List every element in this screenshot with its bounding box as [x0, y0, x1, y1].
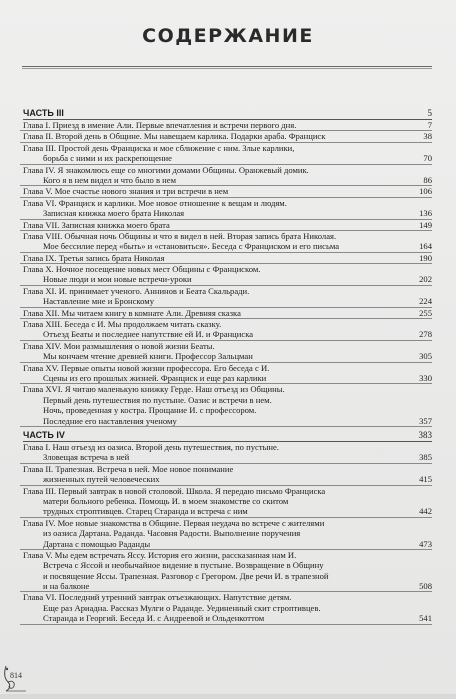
toc-entry — [20, 253, 432, 264]
toc-entry — [20, 220, 432, 231]
toc-entry-text: Последние его наставления ученому — [43, 415, 177, 426]
page-title: СОДЕРЖАНИЕ — [142, 25, 314, 47]
toc-entry — [20, 329, 432, 340]
toc-entry — [20, 518, 432, 528]
toc-entry — [20, 153, 432, 164]
toc-entry-text: Глава II. Второй день в Общине. Мы навещаем карлика. Подарки араба. Франциск — [23, 131, 326, 142]
toc-entry — [20, 363, 432, 373]
toc-entry — [20, 464, 432, 474]
toc-entry-text: Глава XIV. Мои размышления о новой жизни Беаты. — [23, 340, 215, 351]
toc-entry-text: Кого я в нем видел и что было в нем — [43, 174, 177, 185]
part-3-heading — [20, 108, 432, 120]
toc-entry — [20, 296, 432, 307]
toc-entry-text: Новые люди и мои новые встречи-уроки — [43, 274, 192, 285]
toc-entry — [20, 613, 432, 624]
toc-entry-text: Ночь, проведенная у костра. Прощание И. с профессором. — [43, 405, 257, 416]
toc-entry-text: и на балконе — [43, 581, 90, 592]
toc-entry-text: Зловещая встреча в ней — [43, 452, 130, 463]
toc-entry — [20, 581, 432, 592]
toc-entry-page: 508 — [419, 581, 432, 592]
toc-entry — [20, 264, 432, 274]
toc-entry-text: Еще раз Ариадна. Рассказ Мулги о Раданде. Уединенный скит строптивцев. — [43, 602, 321, 613]
toc-entry-text: из оазиса Дартана. Раданда. Часовня Радости. Выполнение поручения — [43, 528, 301, 539]
toc-entry — [20, 198, 432, 208]
page-bottom-edge — [0, 694, 456, 699]
toc-entry-page: 86 — [423, 174, 432, 185]
toc-entry-page: 385 — [419, 452, 432, 463]
toc-entry-text: Дартана с помощью Раданды — [43, 538, 151, 549]
toc-entry-text: Наставление мне и Бронскому — [43, 296, 155, 307]
title-divider-secondary — [22, 68, 432, 69]
toc-entry-text: Глава V. Мое счастье нового знания и три встречи в нем — [23, 186, 229, 197]
toc-entry-text: Глава III. Простой день Франциска и мое сближение с ним. Злые карлики, — [23, 142, 295, 153]
toc-entry-page: 164 — [419, 241, 432, 252]
toc-entry-text: матери больного ребенка. Помощь И. в моем знакомстве со скитом — [43, 495, 289, 506]
toc-entry — [20, 341, 432, 351]
toc-entry-text: Сцены из его прошлых жизней. Франциск и еще раз карлики — [43, 372, 267, 383]
toc-entry — [20, 175, 432, 186]
part-4-section — [20, 430, 432, 625]
toc-entry — [20, 373, 432, 384]
part-4-heading — [20, 430, 432, 442]
toc-entry — [20, 486, 432, 496]
toc-entry — [20, 416, 432, 427]
toc-entry-page: 7 — [427, 120, 432, 130]
toc-entry-text: Глава IV. Я знакомлюсь еще со многими домами Общины. Оранжевый домик. — [23, 164, 309, 175]
toc-entry-page: 106 — [419, 186, 432, 197]
toc-entry-text: Глава XII. Мы читаем книгу в комнате Али. Древняя сказка — [23, 307, 241, 318]
part-3-section — [20, 108, 432, 427]
toc-entry-page: 224 — [419, 296, 432, 307]
toc-entry — [20, 506, 432, 517]
toc-entry — [20, 603, 432, 613]
toc-entry-text: борьба с ними и их раскрепощение — [43, 153, 172, 164]
toc-entry — [20, 231, 432, 241]
part-4-page: 383 — [418, 430, 432, 440]
toc-entry-page: 473 — [419, 538, 432, 549]
toc-entry — [20, 528, 432, 538]
toc-entry — [20, 560, 432, 570]
toc-entry-page: 70 — [423, 153, 432, 164]
toc-entry-text: Мы кончаем чтение древней книги. Профессор Зальцман — [43, 351, 253, 362]
toc-entry-page: 38 — [423, 131, 432, 142]
toc-entry-text: Глава X. Ночное посещение новых мест Общины с Франциском. — [23, 264, 261, 275]
toc-entry — [20, 405, 432, 415]
toc-entry-text: Глава XV. Первые опыты новой жизни профессора. Его беседа с И. — [23, 362, 270, 373]
toc-entry — [20, 319, 432, 329]
toc-entry-text: и посвящение Яссы. Трапезная. Разговор с Грегором. Две речи И. в трапезной — [43, 570, 329, 581]
toc-entry-page: 541 — [419, 613, 432, 624]
part-3-page: 5 — [427, 108, 432, 118]
part-4-chapter-list — [20, 442, 432, 625]
toc-entry — [20, 186, 432, 197]
toc-entry — [20, 131, 432, 142]
part-3-label: ЧАСТЬ III — [23, 108, 64, 118]
part-4-label: ЧАСТЬ IV — [23, 430, 65, 440]
toc-entry — [20, 496, 432, 506]
toc-entry-text: Старанда и Георгий. Беседа И. с Андреевой и Ольденкоттом — [43, 613, 265, 624]
toc-entry-page: 357 — [419, 415, 432, 426]
toc-entry — [20, 442, 432, 452]
toc-entry — [20, 351, 432, 362]
toc-entry-page: 305 — [419, 351, 432, 362]
toc-entry-text: Глава III. Первый завтрак в новой столовой. Школа. Я передаю письмо Франциска — [23, 485, 326, 496]
toc-entry-text: Глава VIII. Обычная ночь Общины и что я видел в ней. Вторая запись брата Николая. — [23, 230, 337, 241]
toc-entry — [20, 286, 432, 296]
toc-entry — [20, 474, 432, 485]
toc-entry-text: Глава II. Трапезная. Встреча в ней. Мое новое понимание — [23, 463, 234, 474]
toc-entry — [20, 592, 432, 602]
toc-entry-text: Глава XVI. Я читаю маленькую книжку Герде. Наш отъезд из Общины. — [23, 384, 285, 395]
toc-entry-page: 149 — [419, 219, 432, 230]
page-number: 814 — [10, 671, 22, 680]
toc-entry — [20, 550, 432, 560]
toc-entry — [20, 395, 432, 405]
part-3-chapter-list — [20, 120, 432, 427]
toc-entry-text: Глава XIII. Беседа с И. Мы продолжаем читать сказку. — [23, 319, 222, 330]
toc-entry-text: Глава V. Мы едем встречать Яссу. История его жизни, рассказанная нам И. — [23, 549, 297, 560]
toc-entry-text: Первый день путешествия по пустыне. Оазис и встречи в нем. — [43, 394, 272, 405]
toc-entry-text: трудных строптивцев. Старец Старанда и встреча с ним — [43, 506, 248, 517]
toc-entry — [20, 384, 432, 394]
toc-entry — [20, 165, 432, 175]
toc-entry-page: 442 — [419, 506, 432, 517]
toc-entry-text: Записная книжка моего брата Николая — [43, 208, 185, 219]
toc-entry-page: 190 — [419, 252, 432, 263]
toc-entry — [20, 208, 432, 219]
toc-entry-text: Глава IX. Третья запись брата Николая — [23, 252, 165, 263]
toc-entry — [20, 274, 432, 285]
toc-entry-text: Глава I. Приезд в имение Али. Первые впечатления и встречи первого дня. — [23, 120, 297, 130]
toc-entry-text: Глава I. Наш отъезд из оазиса. Второй день путешествия, по пустыне. — [23, 442, 279, 452]
toc-entry-text: Встреча с Яссой и необычайное видение в пустыне. Возвращение в Общину — [43, 560, 324, 571]
toc-entry-text: жизненных путей человеческих — [43, 474, 160, 485]
toc-entry-text: Глава IV. Мое новые знакомства в Общине. Первая неудача во встрече с жителями — [23, 517, 325, 528]
toc-entry — [20, 241, 432, 252]
toc-entry — [20, 452, 432, 463]
toc-entry-text: Глава XI. И. принимает ученого. Аннинов и Беата Скальради. — [23, 285, 250, 296]
toc-entry — [20, 308, 432, 319]
toc-entry — [20, 120, 432, 131]
toc-entry — [20, 571, 432, 581]
toc-entry — [20, 539, 432, 550]
toc-entry — [20, 143, 432, 153]
toc-entry-text: Глава VII. Записная книжка моего брата — [23, 219, 170, 230]
toc-entry-page: 415 — [419, 474, 432, 485]
toc-entry-page: 136 — [419, 208, 432, 219]
toc-entry-text: Глава VI. Франциск и карлики. Мое новое отношение к вещам и людям. — [23, 197, 287, 208]
toc-entry-page: 255 — [419, 307, 432, 318]
toc-entry-text: Мое бессилие перед «быть» и «становиться». Беседа с Франциском и его письма — [43, 241, 340, 252]
toc-entry-text: Отъезд Беаты и последнее напутствие ей И. и Франциска — [43, 329, 254, 340]
toc-entry-text: Глава VI. Последний утренний завтрак отъезжающих. Напутствие детям. — [23, 592, 292, 603]
title-divider — [22, 66, 432, 67]
toc-entry-page: 202 — [419, 274, 432, 285]
toc-entry-page: 278 — [419, 329, 432, 340]
toc-entry-page: 330 — [419, 372, 432, 383]
